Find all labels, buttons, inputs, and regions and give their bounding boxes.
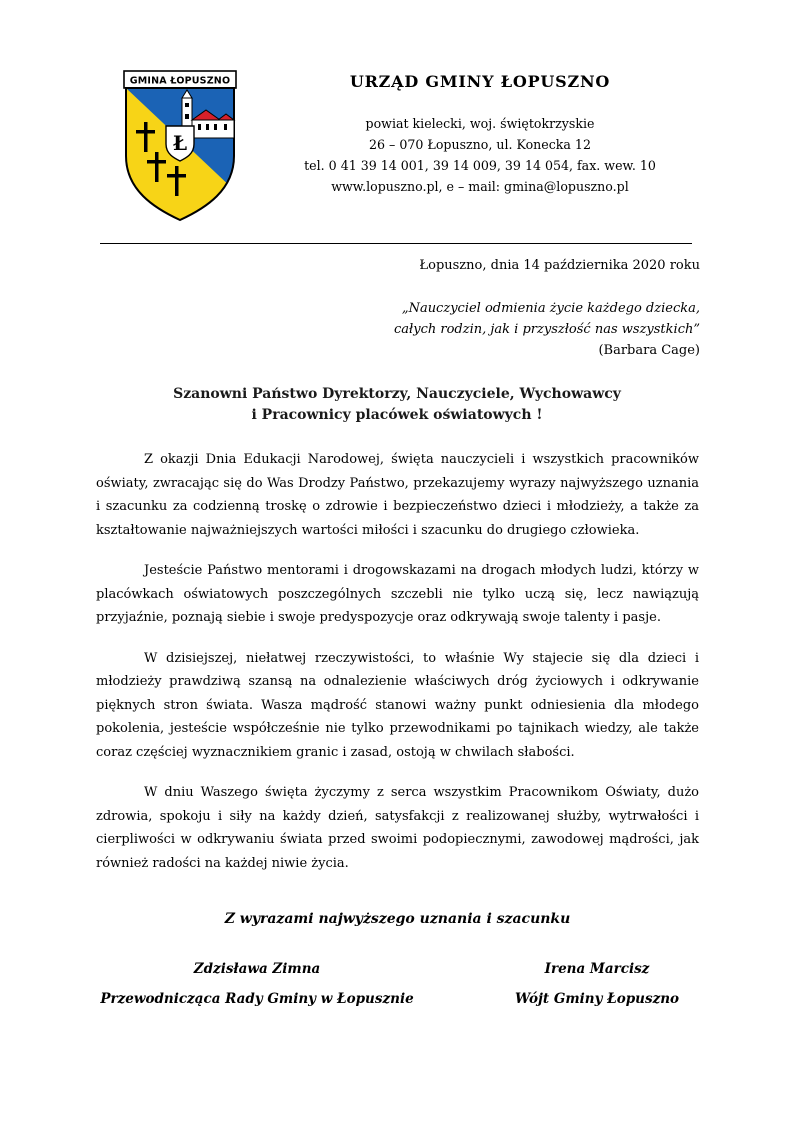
crest-letter: Ł <box>172 131 188 155</box>
salutation <box>100 384 694 426</box>
letter-date: Łopuszno, dnia 14 października 2020 roku <box>419 258 700 273</box>
body-paragraph: Z okazji Dnia Edukacji Narodowej, święta nauczycieli i wszystkich pracowników oświaty, zwracając się do Was Drodzy Państwo, przekazujemy wyrazy najwyższego uznania i szacunku za codzienną troskę o zdrowie i bezpieczeństwo dzieci i młodzieży, a także za kształtowanie najważniejszych wartości miłości i szacunku do drugiego człowieka. <box>96 452 699 538</box>
signature-left-name: Zdzisława Zimna <box>193 961 321 977</box>
body-paragraph: W dzisiejszej, niełatwej rzeczywistości, to właśnie Wy stajecie się dla dzieci i młodzieży prawdziwą szansą na odnalezienie właściwych dróg życiowych i odkrywanie pięknych stron świata. Wasza mądrość stanowi ważny punkt odniesienia dla młodego pokolenia, jesteście współcześnie nie tylko przewodnikami po tajnikach wiedzy, ale także coraz częściej wyznacznikiem granic i zasad, ostoją w chwilach słabości. <box>96 650 699 760</box>
office-web-email: www.lopuszno.pl, e – mail: gmina@lopuszno.pl <box>331 179 629 194</box>
signature-right-name: Irena Marcisz <box>544 961 650 977</box>
epigraph-line-1: „Nauczyciel odmienia życie każdego dziecka, <box>401 301 700 316</box>
crest-label: GMINA ŁOPUSZNO <box>129 75 231 87</box>
office-address-region: powiat kielecki, woj. świętokrzyskie <box>365 116 595 131</box>
office-title: URZĄD GMINY ŁOPUSZNO <box>349 72 611 91</box>
epigraph-line-2: całych rodzin, jak i przyszłość nas wszystkich” <box>394 322 700 337</box>
coat-of-arms-icon <box>122 70 238 222</box>
body-paragraph: Jesteście Państwo mentorami i drogowskazami na drogach młodych ludzi, którzy w placówkach oświatowych poszczególnych szczebli nie tylko uczą się, lecz nawiązują przyjaźnie, poznają siebie i swoje predyspozycje oraz odkrywają swoje talenty i pasje. <box>96 563 699 625</box>
body-paragraph: W dniu Waszego święta życzymy z serca wszystkim Pracownikom Oświaty, dużo zdrowia, spokoju i siły na każdy dzień, satysfakcji z realizowanej służby, wytrwałości i cierpliwości w odkrywaniu świata przed swoimi podopiecznymi, zawodowej mądrości, jak również radości na każdej niwie życia. <box>96 785 699 871</box>
office-address-street: 26 – 070 Łopuszno, ul. Konecka 12 <box>369 137 591 152</box>
letter-body <box>96 448 699 892</box>
epigraph-author: (Barbara Cage) <box>598 343 700 358</box>
signature-right-role: Wójt Gminy Łopuszno <box>514 991 680 1007</box>
salutation-line-2: i Pracownicy placówek oświatowych ! <box>251 407 543 423</box>
epigraph <box>394 298 700 361</box>
closing-phrase: Z wyrazami najwyższego uznania i szacunku <box>224 911 571 927</box>
office-header <box>290 72 670 197</box>
signature-left <box>92 954 422 1014</box>
header-divider <box>100 243 692 244</box>
salutation-line-1: Szanowni Państwo Dyrektorzy, Nauczyciele, Wychowawcy <box>173 386 621 402</box>
office-phone: tel. 0 41 39 14 001, 39 14 009, 39 14 054, fax. wew. 10 <box>304 158 656 173</box>
signature-right <box>496 954 698 1014</box>
signature-left-role: Przewodnicząca Rady Gminy w Łopusznie <box>100 991 414 1007</box>
